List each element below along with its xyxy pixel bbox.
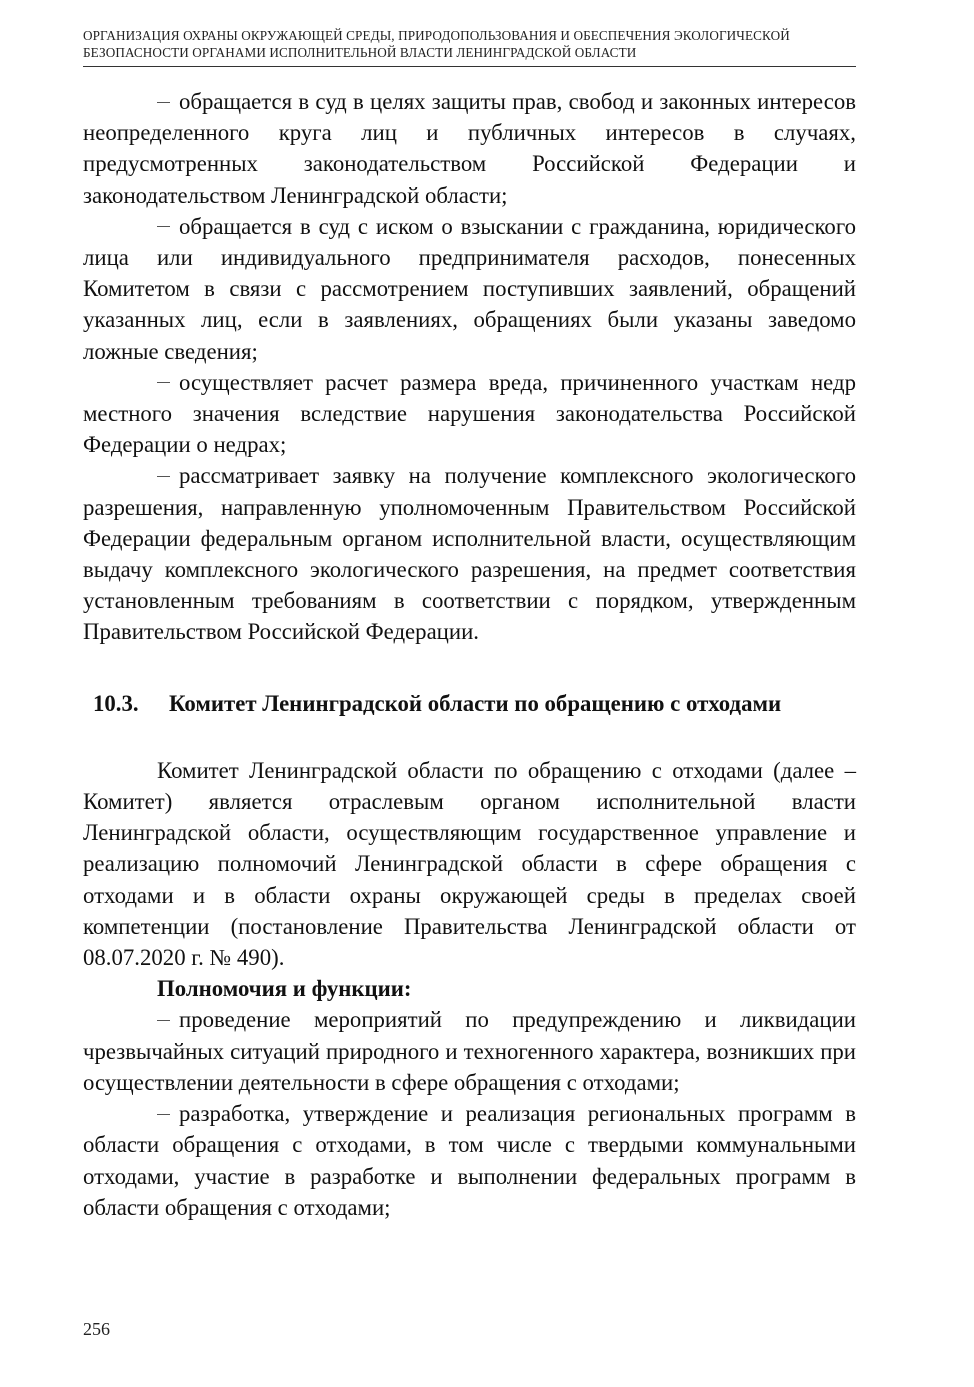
list-item [83,86,856,211]
running-header-line-1: ОРГАНИЗАЦИЯ ОХРАНЫ ОКРУЖАЮЩЕЙ СРЕДЫ, ПРИРОДОПОЛЬЗОВАНИЯ И ОБЕСПЕЧЕНИЯ ЭКОЛОГИЧЕСКОЙ [83,28,790,43]
header-divider [83,66,856,67]
page-body [83,86,856,1223]
page-number: 256 [83,1319,110,1339]
list-item [83,1098,856,1223]
dash-bullet-icon [157,226,170,227]
dash-bullet-icon [157,382,170,383]
list-item [83,1004,856,1098]
powers-heading: Полномочия и функции: [157,976,412,1002]
list-item-text: разработка, утверждение и реализация региональных программ в области обращения с отходами, в том числе с твердыми коммунальными отходами, участие в разработке и выполнении федеральных программ в области обращения с отходами; [83,1101,856,1220]
list-item [83,211,856,367]
dash-bullet-icon [157,476,170,477]
intro-paragraph: Комитет Ленинградской области по обращению с отходами (далее – Комитет) является отраслевым органом исполнительной власти Ленинградской области, осуществляющим государственное управление и реализацию полномочий Ленинградской области в сфере обращения с отходами и в области охраны окружающей среды в пределах своей компетенции (постановление Правительства Ленинградской области от 08.07.2020 г. № 490). [83,757,856,971]
dash-bullet-icon [157,1114,170,1115]
list-item-text: осуществляет расчет размера вреда, причиненного участкам недр местного значения вследствие нарушения законодательства Российской Федерации о недрах; [83,369,856,458]
running-header-line-2: БЕЗОПАСНОСТИ ОРГАНАМИ ИСПОЛНИТЕЛЬНОЙ ВЛАСТИ ЛЕНИНГРАДСКОЙ ОБЛАСТИ [83,45,637,60]
dash-bullet-icon [157,102,170,103]
section-title: Комитет Ленинградской области по обращению с отходами [169,690,782,716]
list-item [83,367,856,461]
section-number: 10.3. [93,690,139,716]
list-item-text: проведение мероприятий по предупреждению и ликвидации чрезвычайных ситуаций природного и техногенного характера, возникших при осуществлении деятельности в сфере обращения с отходами; [83,1007,856,1095]
section-heading [83,688,856,719]
dash-bullet-icon [157,1020,170,1021]
list-item-text: обращается в суд в целях защиты прав, свобод и законных интересов неопределенного круга лиц и публичных интересов в случаях, предусмотренных законодательством Российской Федерации и законодательством Ленинградской области; [83,89,856,208]
list-item-text: рассматривает заявку на получение комплексного экологического разрешения, направленную уполномоченным Правительством Российской Федерации федеральным органом исполнительной власти, осуществляющим выдачу комплексного экологического разрешения, на предмет соответствия установленным требованиям в соответствии с порядком, утвержденным Правительством Российской Федерации. [83,463,856,645]
list-item-text: обращается в суд с иском о взыскании с гражданина, юридического лица или индивидуального предпринимателя расходов, понесенных Комитетом в связи с рассмотрением поступивших заявлений, обращений указанных лиц, если в заявлениях, обращениях были указаны заведомо ложные сведения; [83,213,856,364]
running-header [83,27,856,61]
list-item [83,460,856,647]
